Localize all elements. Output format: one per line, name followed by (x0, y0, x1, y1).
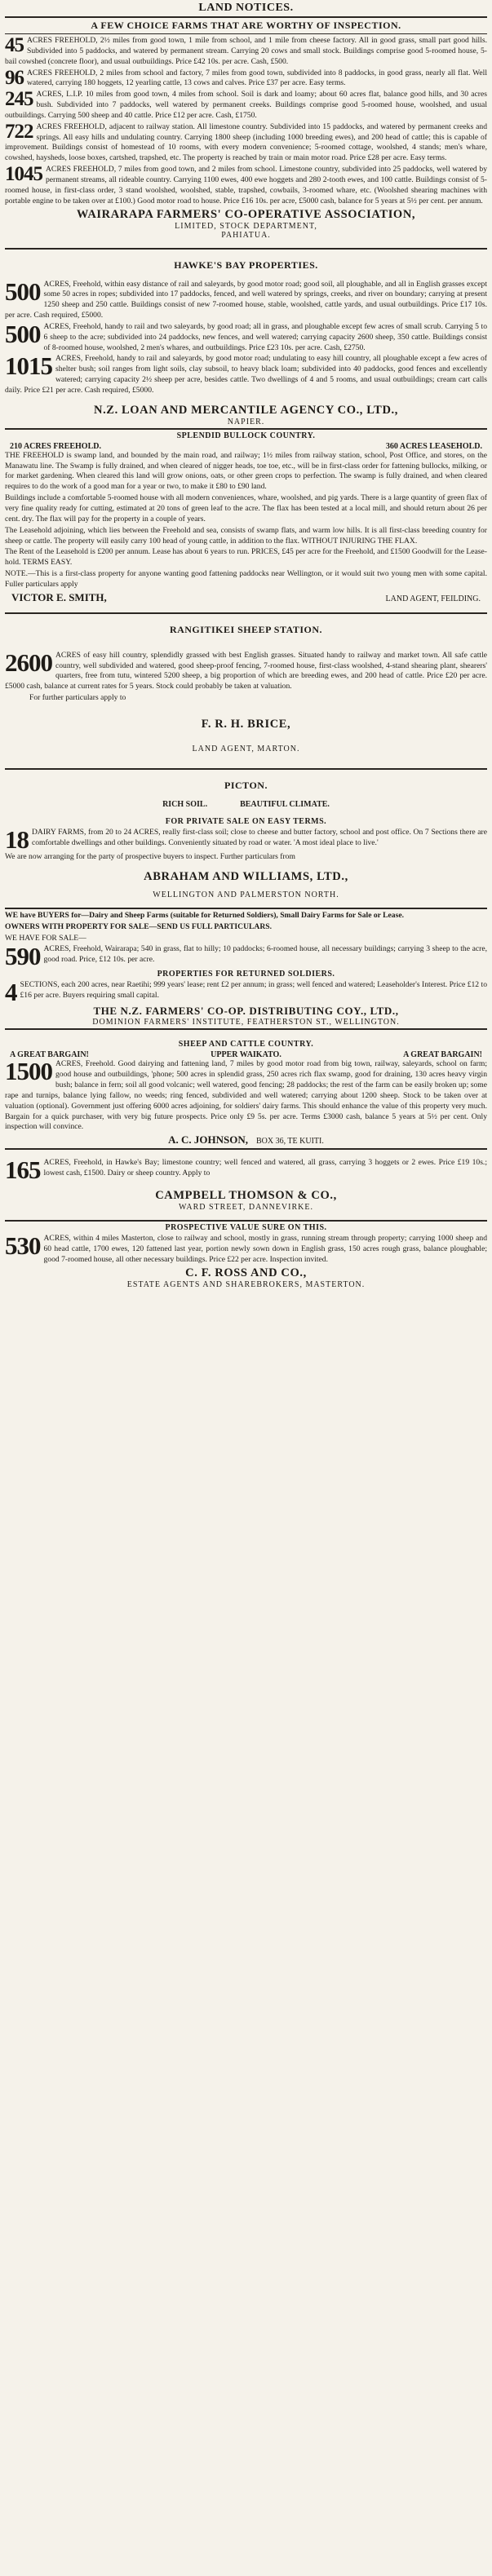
divider (5, 248, 487, 250)
listing-text: ACRES FREEHOLD, 2 miles from school and factory, 7 miles from good town, subdivided into 8 paddocks, in good grass, nearly all flat. Well watered, carrying 180 hoggets, 12 yearling cattle, 13 cows and calves. Price £37 per acre. Easy terms. (27, 68, 487, 88)
notice-heading: A FEW CHOICE FARMS THAT ARE WORTHY OF INSPECTION. (91, 20, 401, 31)
agent-name: CAMPBELL THOMSON & CO., (155, 1189, 337, 1203)
masterton-notice (5, 1223, 487, 1289)
agent-name: THE N.Z. FARMERS' CO-OP. DISTRIBUTING COY., LTD., (93, 1005, 399, 1018)
tag: BEAUTIFUL CLIMATE. (240, 799, 330, 809)
listing (5, 36, 487, 68)
further-note: For further particulars apply to (29, 693, 126, 703)
agent-place: PAHIATUA. (221, 230, 271, 240)
bullock-country-notice (5, 431, 487, 604)
agent-name: WAIRARAPA FARMERS' CO-OPERATIVE ASSOCIATION, (76, 207, 416, 221)
agent-sub: LIMITED, STOCK DEPARTMENT, (175, 221, 317, 231)
newspaper-page (5, 0, 487, 2576)
listing-text: ACRES, L.I.P. 10 miles from good town, 4 miles from school. Soil is dark and loamy; about 60 acres flat, balance good hills, and 30 acres bush. Subdivided into 7 paddocks, well watered by permanent creeks. Buildings comprise good 5-roomed house, woolshed, and usual outbuildings. Carrying 500 sheep and 40 cattle. Price £12 per acre. Cash, £1750. (5, 90, 487, 120)
listing-text: ACRES, Freehold, handy to rail and saleyards, by good motor road; undulating to easy hill country, all ploughable except a few acres of shelter bush; soil ranges from light soils, clay subsoil, to heavy black loam; subdivided into 40 paddocks, good fences and excellently watered; carrying capacity 2½ sheep per acre, besides cattle. Two dwellings of 4 and 5 rooms, and usual outbuildings; cream cart calls daily. Price £21 per acre. Cash required, £5000. (5, 354, 487, 395)
notice-heading: HAWKE'S BAY PROPERTIES. (174, 258, 318, 271)
listing-text: ACRES of easy hill country, splendidly grassed with best English grasses. Situated handy to railway and market town. All safe cattle country, well subdivided and watered, good sheep-proof fencing, 7-roomed house, first-class woolshed, 4-stand shearing plant, shearers' quarters, free from tutu, wintered 5200 sheep, a big proportion of which are breeding ewes, and 200 head of cattle. Price £20 per acre. £5000 cash, balance at current rates for 5 years. Stock could probably be taken at valuation. (5, 650, 487, 691)
sub-headings (5, 442, 487, 451)
divider (5, 33, 487, 34)
acreage: 18 (5, 824, 29, 854)
listing-text: ACRES FREEHOLD, 2½ miles from good town, 1 mile from school, and 1 mile from cheese factory. All in good grass, small part good hills. Subdivided into 5 paddocks, and watered by permanent stream. Carrying 20 cows and small stock. Buildings comprise good 5-roomed house, 5-bail cowshed (concrete floor), and usual outbuildings. Price £42 10s. per acre. Cash, £500. (5, 36, 487, 66)
intro: WE have BUYERS for—Dairy and Sheep Farms (suitable for Returned Soldiers), Small Dairy Farms for Sale or Lease. (5, 910, 404, 920)
listing (5, 165, 487, 206)
listing (5, 824, 487, 854)
waikato-notice (5, 1032, 487, 1147)
acreage: 45 (5, 34, 24, 56)
bargain-left: A GREAT BARGAIN! (10, 1050, 89, 1060)
agent-signature (5, 591, 487, 604)
listing (5, 90, 487, 122)
agent-role: LAND AGENT, FEILDING. (385, 594, 481, 603)
have-for-sale: WE HAVE FOR SALE— (5, 933, 86, 943)
listing (5, 68, 487, 90)
agent-role: LAND AGENT, MARTON. (192, 744, 300, 753)
agent-name: VICTOR E. SMITH, (11, 590, 107, 603)
listing-text: ACRES, Freehold, handy to rail and two saleyards, by good road; all in grass, and ploughable except few acres of small scrub. Carrying 5 to 6 sheep to the acre; subdivided into 24 paddocks, new fences, and well watered; carrying capacity 2600 sheep, 350 cattle. Buildings consist of 8-roomed house, woolshed, 2 men's whares, and outbuildings. Price £23 10s. per acre. Cash, £2750. (43, 321, 487, 352)
owners-note: OWNERS WITH PROPERTY FOR SALE—SEND US FULL PARTICULARS. (5, 921, 272, 931)
divider (5, 1028, 487, 1030)
wairarapa-notice (5, 20, 487, 240)
notice-heading: SPLENDID BULLOCK COUNTRY. (176, 431, 316, 440)
listing-text: ACRES, within 4 miles Masterton, close to railway and school, mostly in grass, running stream through property; carrying 1000 sheep and 60 head cattle, 1700 ewes, 120 fattened last year, portion newly sown down in English grass, 150 acres rough grass, balance ploughable; good 7-roomed house, all other necessary buildings. Price £22 per acre. Inspection invited. (43, 1234, 487, 1264)
divider (5, 908, 487, 909)
body-paragraph: THE FREEHOLD is swamp land, and bounded by the main road, and railway; 1½ miles from railway station, school, Post Office, and stores, on the Manawatu line. The Swamp is fully drained, and when cleared of nigger heads, toe toe, etc., will be in first-class order for fattening bullocks, milking, or for market gardening. When cleared this land will grow onions, oats, or other green crops to perfection. The swamp is fully drained, and when cleared requires to do the work of a good man for a year or two, to make it £80 to £90 land. (5, 450, 487, 492)
acreage: 722 (5, 120, 33, 143)
body-paragraph: The Leasehold adjoining, which lies between the Freehold and sea, consists of swamp flats, and warm low hills. It is all first-class breeding country for sheep or cattle. The property will easily carry 100 head of young cattle, in addition to the flax. WITHOUT INJURING THE FLAX. (5, 525, 487, 546)
acreage: 96 (5, 66, 24, 89)
acreage: 590 (5, 942, 41, 971)
agent-name: F. R. H. BRICE, (201, 717, 291, 731)
agent-signature (5, 1133, 487, 1147)
acreage: 1045 (5, 163, 42, 186)
farmers-coop-notice (5, 911, 487, 1027)
body-paragraph: Buildings include a comfortable 5-roomed house with all modern conveniences, whare, woolshed, and pig yards. There is a large quantity of green flax of very fine quality ready for cutting, estimated at 20 tons of green leaf to the acre. The flax has been tested at a local mill, and should return about 26 per cent. dry. The flax will pay for the property in a couple of years. (5, 493, 487, 524)
notice-heading: SHEEP AND CATTLE COUNTRY. (178, 1040, 314, 1049)
sub-headings (5, 1050, 487, 1059)
acreage: 1015 (5, 351, 52, 381)
agent-name: ABRAHAM AND WILLIAMS, LTD., (144, 869, 348, 883)
agent-place: DOMINION FARMERS' INSTITUTE, FEATHERSTON ST., WELLINGTON. (92, 1018, 400, 1027)
section-count: 4 (5, 978, 17, 1007)
listing-text: ACRES, Freehold, Wairarapa; 540 in grass, flat to hilly; 10 paddocks; 6-roomed house, all necessary buildings; carrying 3 sheep to the acre, good road. Price, £12 10s. per acre. (43, 944, 487, 965)
agent-name: A. C. JOHNSON, (168, 1133, 248, 1147)
listing-text: ACRES, Freehold, within easy distance of rail and saleyards, by good motor road; good soil, all ploughable, and all in English grasses except some 50 acres in ropes; subdivided into 17 paddocks, fenced, and well watered by springs, creeks, and river on boundary; carrying at present 1250 sheep and 250 cattle. Buildings consist of new 7-roomed house, stable, woolshed, cattle yards, and usual outbuildings. Price £17 10s. per acre. Cash required, £5000. (5, 279, 487, 320)
listing (5, 647, 487, 692)
further-note: We are now arranging for the party of prospective buyers to inspect. Further particulars from (5, 851, 295, 861)
listing-text: ACRES FREEHOLD, 7 miles from good town, and 2 miles from school. Limestone country, subdivided into 25 paddocks, well watered by permanent streams, all rideable country. Carrying 1100 ewes, 400 ewe hoggets and 280 2-tooth ewes, and 100 cattle. Buildings consist of 5-roomed house, in first-class order, 3 stand woolshed, woolshed, stable, trapshed, cowbails, 3-roomed whare, etc. (Woolshed shearing machines with portable engine to be taken over at £100.) Good motor road to house. Price £16 10s. per acre, £5000 cash, balance for 5 years at 5½ per cent. per annum. (5, 165, 487, 205)
hawkes-bay-notice (5, 251, 487, 426)
listing-text: ACRES FREEHOLD, adjacent to railway station. All limestone country. Subdivided into 15 paddocks, and watered by permanent creeks and springs. All easy hills and undulating country. Carrying 1800 sheep (including 1000 breeding ewes), and 200 head of cattle; this is capable of improvement. Buildings consist of homestead of 10 rooms, with every modern convenience; 5-roomed cottage, woolshed, 4 stands; men's whare, cowshed, haysheds, loose boxes, cartshed, trapshed, etc. The property is reached by train or main motor road. Price £28 per acre. Easy terms. (5, 122, 487, 163)
body-paragraph: NOTE.—This is a first-class property for anyone wanting good fattening paddocks near Wellington, or it would suit two young men with some capital. Fuller particulars apply (5, 569, 487, 589)
sale-terms: FOR PRIVATE SALE ON EASY TERMS. (165, 816, 327, 826)
agent-name: N.Z. LOAN AND MERCANTILE AGENCY CO., LTD., (94, 403, 398, 417)
notice-heading: PICTON. (224, 779, 268, 791)
listing (5, 978, 487, 1007)
divider (5, 1148, 487, 1150)
notice-heading: PROSPECTIVE VALUE SURE ON THIS. (165, 1223, 327, 1233)
listing-text: DAIRY FARMS, from 20 to 24 ACRES, really first-class soil; close to cheese and butter factory, school and post office. On 7 Sections there are comfortable dwellings and other buildings. Conveniently situated by road or water. 'A most ideal place to live.' (32, 827, 487, 847)
listing-text: SECTIONS, each 200 acres, near Raetihi; 999 years' lease; rent £2 per annum; in grass; well fenced and watered; Leaseholder's Interest. Price £12 to £16 per acre. Buyers requiring small capital. (20, 980, 487, 1001)
acreage: 245 (5, 88, 33, 111)
divider (5, 428, 487, 430)
notice-heading: RANGITIKEI SHEEP STATION. (169, 623, 323, 635)
region: UPPER WAIKATO. (211, 1050, 281, 1060)
picton-notice (5, 771, 487, 899)
sub-heading: PROPERTIES FOR RETURNED SOLDIERS. (157, 970, 335, 979)
divider (5, 16, 487, 18)
acreage: 530 (5, 1231, 41, 1261)
listing-text: ACRES, Freehold, in Hawke's Bay; limestone country; well fenced and watered, all grass, carrying 3 hoggets or 2 ewes. Price £19 10s.; lowest cash, £1500. Dairy or sheep country. Apply to (43, 1158, 487, 1178)
listing (5, 942, 487, 971)
agent-address: WARD STREET, DANNEVIRKE. (179, 1203, 313, 1213)
listing-text: ACRES, Freehold. Good dairying and fattening land, 7 miles by good motor road from big town, railway, saleyards, school on farm; good house and outbuildings, 'phone; 500 acres in splendid grass, 250 acres rich flax swamp, good for draining, 130 acres heavy virgin bush; balance in fern; soil all good volcanic; well watered, good fencing; 28 paddocks; the rest of the farm can be easily broken up; some rape and turnips, balance lying fallow, no weeds; ring fenced, subdivided and well watered; carrying about 1200 sheep. Stock to be taken over at valuation (optional). Government just offering 6000 acres adjoining, for soldiers' dairy farms. This should enhance the value of this property very much. Bargain for a quick purchaser, with very big future prospects. Price only £9 5s. per acre. Terms £3000 cash, balance 5 years at 5½ per cent. Only inspection will convince. (5, 1059, 487, 1132)
agent-place: NAPIER. (227, 417, 265, 426)
listing (5, 1231, 487, 1266)
listing (5, 1155, 487, 1185)
tag-line (5, 800, 487, 809)
divider (5, 1220, 487, 1222)
acreage: 500 (5, 276, 41, 306)
listing (5, 319, 487, 354)
agent-role: ESTATE AGENTS AND SHAREBROKERS, MASTERTON. (126, 1279, 366, 1289)
tag: RICH SOIL. (162, 799, 208, 809)
acreage: 165 (5, 1155, 41, 1185)
agent-address: BOX 36, TE KUITI. (256, 1137, 324, 1147)
body-paragraph: The Rent of the Leasehold is £200 per annum. Lease has about 6 years to run. PRICES, £45 per acre for the Freehold, and £1500 Goodwill for the Lease-hold. TERMS EASY. (5, 547, 487, 568)
leasehold-heading: 360 ACRES LEASEHOLD. (385, 441, 482, 451)
bargain-right: A GREAT BARGAIN! (403, 1050, 482, 1060)
rangitikei-notice (5, 616, 487, 753)
acreage: 500 (5, 319, 41, 348)
listing (5, 351, 487, 395)
page-title: LAND NOTICES. (198, 2, 294, 14)
listing (5, 122, 487, 164)
dannevirke-notice (5, 1151, 487, 1212)
divider (5, 612, 487, 614)
acreage: 1500 (5, 1057, 52, 1086)
divider (5, 768, 487, 770)
listing (5, 1059, 487, 1133)
freehold-heading: 210 ACRES FREEHOLD. (10, 441, 101, 451)
agent-place: WELLINGTON AND PALMERSTON NORTH. (153, 890, 339, 899)
listing (5, 276, 487, 321)
acreage: 2600 (5, 647, 52, 677)
agent-name: C. F. ROSS AND CO., (185, 1266, 307, 1279)
